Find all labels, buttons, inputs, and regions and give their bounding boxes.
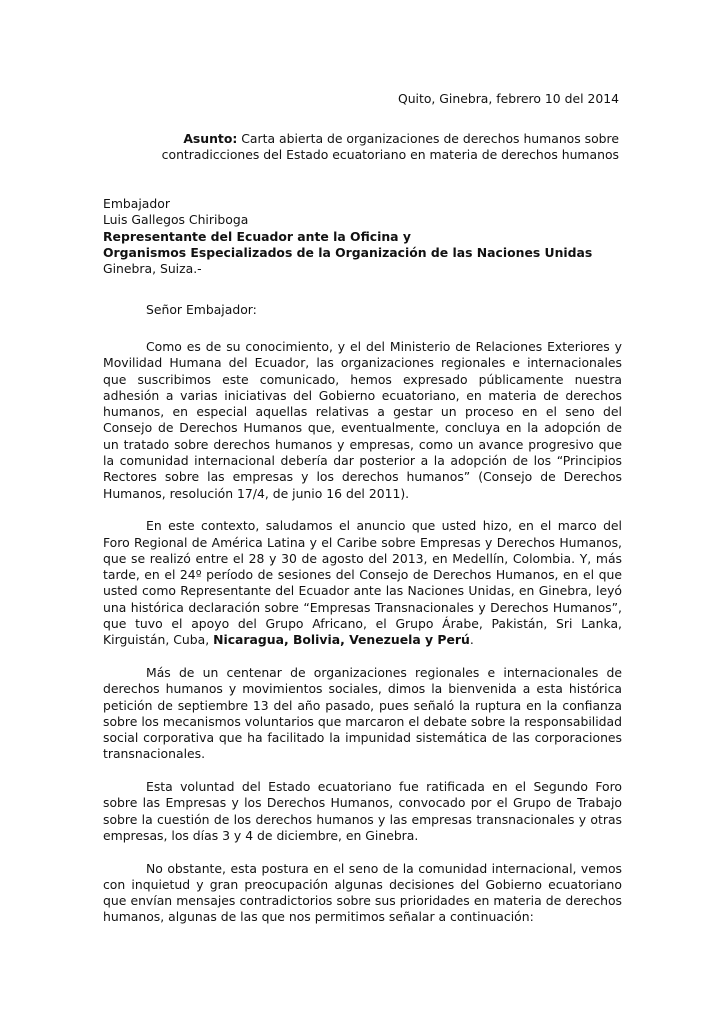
paragraph-2-end: .	[469, 632, 474, 648]
salutation: Señor Embajador:	[146, 302, 257, 317]
subject-label: Asunto:	[183, 131, 238, 146]
date-line: Quito, Ginebra, febrero 10 del 2014	[397, 91, 619, 106]
recipient-city: Ginebra, Suiza.-	[103, 261, 202, 277]
paragraph-2-text: En este contexto, saludamos el anuncio que usted hizo, en el marco del Foro Regional de América Latina y el Caribe sobre Empresas y Derechos Humanos, que se realizó entre el 28 y 30 de agosto del 2013, en Medellín, Colombia. Y, más tarde, en el 24º período de sesiones del Consejo de Derechos Humanos, en el que usted como Representante del Ecuador ante las Naciones Unidas, en Ginebra, leyó una histórica declaración sobre “Empresas Transnacionales y Derechos Humanos”, que tuvo el apoyo del Grupo Africano, el Grupo Árabe, Pakistán, Sri Lanka, Kirguistán, Cuba,	[103, 518, 622, 648]
recipient-name: Luis Gallegos Chiriboga	[103, 212, 249, 228]
recipient-title: Embajador	[103, 196, 170, 211]
subject-block	[99, 131, 619, 164]
subject-text: Carta abierta de organizaciones de derechos humanos sobre contradicciones del Estado ecuatoriano en materia de derechos humanos	[161, 131, 619, 163]
paragraph-3: Más de un centenar de organizaciones regionales e internacionales de derechos humanos y movimientos sociales, dimos la bienvenida a esta histórica petición de septiembre 13 del año pasado, pues señaló la ruptura en la confianza sobre los mecanismos voluntarios que marcaron el debate sobre la responsabilidad social corporativa que ha facilitado la impunidad sistemática de las corporaciones transnacionales.	[103, 664, 622, 762]
recipient-role-line-1: Representante del Ecuador ante la Oficina y	[103, 228, 411, 244]
letter-body	[103, 339, 622, 942]
paragraph-5: No obstante, esta postura en el seno de la comunidad internacional, vemos con inquietud y gran preocupación algunas decisiones del Gobierno ecuatoriano que envían mensajes contradictorios sobre sus prioridades en materia de derechos humanos, algunas de las que nos permitimos señalar a continuación:	[103, 860, 622, 925]
recipient-address	[103, 196, 623, 277]
paragraph-4: Esta voluntad del Estado ecuatoriano fue ratificada en el Segundo Foro sobre las Empresas y los Derechos Humanos, convocado por el Grupo de Trabajo sobre la cuestión de los derechos humanos y las empresas transnacionales y otras empresas, los días 3 y 4 de diciembre, en Ginebra.	[103, 779, 622, 843]
recipient-role-line-2: Organismos Especializados de la Organización de las Naciones Unidas	[103, 244, 593, 260]
paragraph-2	[103, 518, 622, 648]
paragraph-1: Como es de su conocimiento, y el del Ministerio de Relaciones Exteriores y Movilidad Humana del Ecuador, las organizaciones regionales e internacionales que suscribimos este comunicado, hemos expresado públicamente nuestra adhesión a varias iniciativas del Gobierno ecuatoriano, en materia de derechos humanos, en especial aquellas relativas a gestar un proceso en el seno del Consejo de Derechos Humanos que, eventualmente, concluya en la adopción de un tratado sobre derechos humanos y empresas, como un avance progresivo que la comunidad internacional debería dar posterior a la adopción de los “Principios Rectores sobre las empresas y los derechos humanos” (Consejo de Derechos Humanos, resolución 17/4, de junio 16 del 2011).	[103, 339, 622, 501]
paragraph-2-bold-countries: Nicaragua, Bolivia, Venezuela y Perú	[213, 632, 470, 648]
